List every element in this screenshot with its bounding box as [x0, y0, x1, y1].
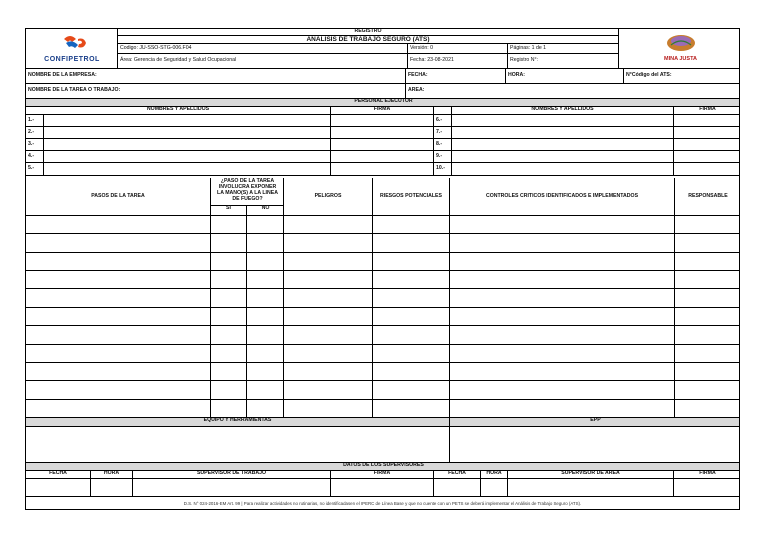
task-riesgos-field[interactable] — [373, 326, 450, 343]
codigo-ats-label[interactable]: N°Código del ATS: — [626, 72, 672, 79]
task-responsable-field[interactable] — [675, 381, 741, 398]
empresa-label: NOMBRE DE LA EMPRESA: — [26, 69, 406, 83]
task-pasos-field[interactable] — [26, 253, 211, 270]
ats-form — [25, 28, 740, 510]
task-pasos-field[interactable] — [26, 289, 211, 306]
info-row-empresa — [26, 69, 739, 84]
personal-name-left-field[interactable] — [44, 151, 331, 162]
col-pasos: PASOS DE LA TAREA — [26, 178, 211, 215]
area-label[interactable]: AREA: — [408, 87, 425, 94]
col-riesgos: RIESGOS POTENCIALES — [373, 178, 450, 215]
personal-firma-right-field[interactable] — [674, 127, 741, 138]
personal-number-right: 10.- — [434, 163, 452, 175]
task-row — [26, 381, 739, 399]
fecha-label[interactable]: FECHA: — [406, 69, 506, 83]
task-pasos-field[interactable] — [26, 326, 211, 343]
personal-row — [26, 115, 739, 127]
header-fecha: Fecha: 23-08-2021 — [408, 54, 508, 68]
task-pasos-field[interactable] — [26, 216, 211, 233]
sup-fecha2-field[interactable] — [434, 479, 481, 496]
info-row-tarea — [26, 84, 739, 99]
personal-blank — [434, 107, 452, 114]
task-peligros-field[interactable] — [284, 345, 373, 362]
task-peligros-field[interactable] — [284, 253, 373, 270]
personal-name-right-field[interactable] — [452, 151, 674, 162]
task-no-field[interactable] — [247, 271, 284, 288]
task-si-field[interactable] — [211, 308, 247, 325]
sup-fecha-field[interactable] — [26, 479, 91, 496]
equipo-title: EQUIPO Y HERRAMIENTAS — [26, 418, 450, 426]
personal-col-firma-left: FIRMA — [331, 107, 434, 114]
personal-number-left: 3.- — [26, 139, 44, 150]
personal-firma-right-field[interactable] — [674, 163, 741, 175]
task-no-field[interactable] — [247, 345, 284, 362]
epp-field[interactable] — [450, 427, 741, 462]
personal-number-right: 6.- — [434, 115, 452, 126]
task-row — [26, 271, 739, 289]
sup-col-hora2: HORA — [481, 471, 508, 478]
task-si-field[interactable] — [211, 326, 247, 343]
task-no-field[interactable] — [247, 216, 284, 233]
task-controles-field[interactable] — [450, 253, 675, 270]
task-pasos-field[interactable] — [26, 400, 211, 417]
task-pasos-field[interactable] — [26, 381, 211, 398]
task-controles-field[interactable] — [450, 216, 675, 233]
col-si: SI — [211, 206, 247, 215]
task-responsable-field[interactable] — [675, 253, 741, 270]
task-responsable-field[interactable] — [675, 326, 741, 343]
col-peligros: PELIGROS — [284, 178, 373, 215]
personal-firma-right-field[interactable] — [674, 115, 741, 126]
task-row — [26, 253, 739, 271]
task-si-field[interactable] — [211, 253, 247, 270]
task-peligros-field[interactable] — [284, 363, 373, 380]
header-area: Área: Gerencia de Seguridad y Salud Ocupacional — [118, 54, 408, 68]
personal-number-left: 4.- — [26, 151, 44, 162]
task-controles-field[interactable] — [450, 345, 675, 362]
task-controles-field[interactable] — [450, 271, 675, 288]
supervisors-body-row — [26, 479, 739, 497]
task-peligros-field[interactable] — [284, 271, 373, 288]
header-row-area — [118, 54, 618, 68]
task-si-field[interactable] — [211, 381, 247, 398]
task-responsable-field[interactable] — [675, 289, 741, 306]
task-no-field[interactable] — [247, 400, 284, 417]
col-pregunta-line4: DE FUEGO? — [232, 196, 263, 202]
sup-col-supervisor-trabajo: SUPERVISOR DE TRABAJO — [133, 471, 331, 478]
personal-number-left: 2.- — [26, 127, 44, 138]
task-pasos-field[interactable] — [26, 234, 211, 251]
personal-number-right: 8.- — [434, 139, 452, 150]
task-pasos-field[interactable] — [26, 308, 211, 325]
personal-firma-right-field[interactable] — [674, 151, 741, 162]
personal-col-firma-right: FIRMA — [699, 107, 716, 112]
header-middle — [118, 29, 618, 68]
personal-firma-left-field[interactable] — [331, 139, 434, 150]
task-si-field[interactable] — [211, 271, 247, 288]
personal-col-nombres-left: NOMBRES Y APELLIDOS — [26, 107, 331, 114]
personal-title-row — [26, 99, 739, 107]
sup-col-fecha: FECHA — [26, 471, 91, 478]
header-paginas: Páginas: 1 de 1 — [510, 45, 547, 52]
task-riesgos-field[interactable] — [373, 271, 450, 288]
task-riesgos-field[interactable] — [373, 345, 450, 362]
task-controles-field[interactable] — [450, 308, 675, 325]
personal-row — [26, 163, 739, 176]
personal-firma-right-field[interactable] — [674, 139, 741, 150]
sup-col-supervisor-area: SUPERVISOR DE AREA — [508, 471, 674, 478]
task-responsable-field[interactable] — [675, 271, 741, 288]
task-peligros-field[interactable] — [284, 234, 373, 251]
personal-number-right: 9.- — [434, 151, 452, 162]
task-riesgos-field[interactable] — [373, 381, 450, 398]
col-pregunta-line1: ¿PASO DE LA TAREA — [220, 178, 275, 184]
task-controles-field[interactable] — [450, 234, 675, 251]
personal-number-left: 5.- — [26, 163, 44, 175]
mina-justa-logo-text: MINA JUSTA — [664, 56, 697, 62]
personal-title: PERSONAL EJECUTOR — [354, 99, 413, 104]
sup-col-hora: HORA — [91, 471, 133, 478]
tarea-label[interactable]: NOMBRE DE LA TAREA O TRABAJO: — [26, 84, 406, 98]
personal-name-right-field[interactable] — [452, 127, 674, 138]
task-si-field[interactable] — [211, 400, 247, 417]
supervisors-header-row — [26, 471, 739, 479]
sup-firma-field[interactable] — [331, 479, 434, 496]
task-riesgos-field[interactable] — [373, 400, 450, 417]
personal-name-left-field[interactable] — [44, 139, 331, 150]
task-row — [26, 289, 739, 307]
personal-name-left-field[interactable] — [44, 127, 331, 138]
task-row — [26, 216, 739, 234]
task-responsable-field[interactable] — [675, 216, 741, 233]
task-peligros-field[interactable] — [284, 400, 373, 417]
task-no-field[interactable] — [247, 253, 284, 270]
task-si-field[interactable] — [211, 345, 247, 362]
task-responsable-field[interactable] — [675, 363, 741, 380]
task-no-field[interactable] — [247, 308, 284, 325]
sup-hora2-field[interactable] — [481, 479, 508, 496]
sup-hora-field[interactable] — [91, 479, 133, 496]
task-responsable-field[interactable] — [675, 234, 741, 251]
col-pregunta-line3: LA MANO(S) A LA LINEA — [217, 190, 278, 196]
col-responsable: RESPONSABLE — [688, 192, 728, 199]
personal-firma-left-field[interactable] — [331, 163, 434, 175]
header-row-codigo — [118, 44, 618, 54]
sup-firma2-field[interactable] — [674, 479, 741, 496]
col-pregunta — [211, 178, 284, 215]
task-riesgos-field[interactable] — [373, 234, 450, 251]
task-riesgos-field[interactable] — [373, 253, 450, 270]
hora-label[interactable]: HORA: — [506, 69, 624, 83]
sup-col-fecha2: FECHA — [434, 471, 481, 478]
personal-firma-left-field[interactable] — [331, 151, 434, 162]
personal-row — [26, 127, 739, 139]
header-version: Versión: 0 — [408, 44, 508, 54]
task-controles-field[interactable] — [450, 326, 675, 343]
task-controles-field[interactable] — [450, 381, 675, 398]
confipetrol-logo-cell — [26, 29, 118, 68]
task-pasos-field[interactable] — [26, 345, 211, 362]
personal-row — [26, 151, 739, 163]
personal-header-row — [26, 107, 739, 115]
task-si-field[interactable] — [211, 234, 247, 251]
sup-col-firma: FIRMA — [331, 471, 434, 478]
header-title-line2: ANALISIS DE TRABAJO SEGURO (ATS) — [118, 36, 618, 44]
task-responsable-field[interactable] — [675, 400, 741, 417]
task-si-field[interactable] — [211, 363, 247, 380]
task-peligros-field[interactable] — [284, 216, 373, 233]
task-si-field[interactable] — [211, 216, 247, 233]
task-peligros-field[interactable] — [284, 289, 373, 306]
personal-firma-left-field[interactable] — [331, 115, 434, 126]
col-no: NO — [261, 205, 270, 211]
equipo-field[interactable] — [26, 427, 450, 462]
header-registro: Registro N°: — [510, 57, 539, 64]
header-title-line1: REGISTRO — [118, 29, 618, 36]
supervisors-title-row — [26, 463, 739, 471]
task-no-field[interactable] — [247, 234, 284, 251]
personal-name-right-field[interactable] — [452, 139, 674, 150]
task-row — [26, 326, 739, 344]
task-riesgos-field[interactable] — [373, 289, 450, 306]
col-controles: CONTROLES CRITICOS IDENTIFICADOS E IMPLEMENTADOS — [450, 178, 675, 215]
task-responsable-field[interactable] — [675, 308, 741, 325]
mina-justa-logo-cell — [618, 29, 741, 68]
equipment-title-row — [26, 418, 739, 427]
task-peligros-field[interactable] — [284, 326, 373, 343]
task-no-field[interactable] — [247, 381, 284, 398]
personal-name-left-field[interactable] — [44, 163, 331, 175]
task-pasos-field[interactable] — [26, 271, 211, 288]
personal-firma-left-field[interactable] — [331, 127, 434, 138]
col-pregunta-line2: INVOLUCRA EXPONER — [218, 184, 277, 190]
task-row — [26, 363, 739, 381]
personal-name-right-field[interactable] — [452, 115, 674, 126]
task-riesgos-field[interactable] — [373, 363, 450, 380]
personal-name-left-field[interactable] — [44, 115, 331, 126]
task-no-field[interactable] — [247, 363, 284, 380]
task-controles-field[interactable] — [450, 289, 675, 306]
equipment-body-row — [26, 427, 739, 463]
sup-col-firma2: FIRMA — [699, 471, 716, 476]
task-riesgos-field[interactable] — [373, 308, 450, 325]
personal-name-right-field[interactable] — [452, 163, 674, 175]
form-header — [26, 29, 739, 69]
task-row — [26, 400, 739, 418]
task-no-field[interactable] — [247, 289, 284, 306]
task-no-field[interactable] — [247, 326, 284, 343]
task-peligros-field[interactable] — [284, 381, 373, 398]
task-controles-field[interactable] — [450, 400, 675, 417]
personal-col-nombres-right: NOMBRES Y APELLIDOS — [452, 107, 674, 114]
task-responsable-field[interactable] — [675, 345, 741, 362]
task-row — [26, 308, 739, 326]
sup-trabajo-field[interactable] — [133, 479, 331, 496]
footer-note: D.S. N° 024-2016-EM Art. 99 | Para realizar actividades no rutinarias, no identificadasen el IPERC de Línea Base y que no cuente con un PETS se deberá implementar el Análisis de Trabajo Seguro (ATS). — [183, 501, 582, 506]
header-codigo: Codigo: JU-SSO-STG-006.F04 — [118, 44, 408, 54]
task-riesgos-field[interactable] — [373, 216, 450, 233]
epp-title: EPP — [590, 418, 601, 423]
task-si-field[interactable] — [211, 289, 247, 306]
sup-area-field[interactable] — [508, 479, 674, 496]
task-controles-field[interactable] — [450, 363, 675, 380]
supervisors-title: DATOS DE LOS SUPERVISORES — [343, 463, 424, 468]
confipetrol-logo-text: CONFIPETROL — [44, 56, 100, 63]
task-peligros-field[interactable] — [284, 308, 373, 325]
personal-number-right: 7.- — [434, 127, 452, 138]
task-row — [26, 234, 739, 252]
task-row — [26, 345, 739, 363]
task-pasos-field[interactable] — [26, 363, 211, 380]
personal-number-left: 1.- — [26, 115, 44, 126]
task-header-row — [26, 178, 739, 216]
personal-row — [26, 139, 739, 151]
